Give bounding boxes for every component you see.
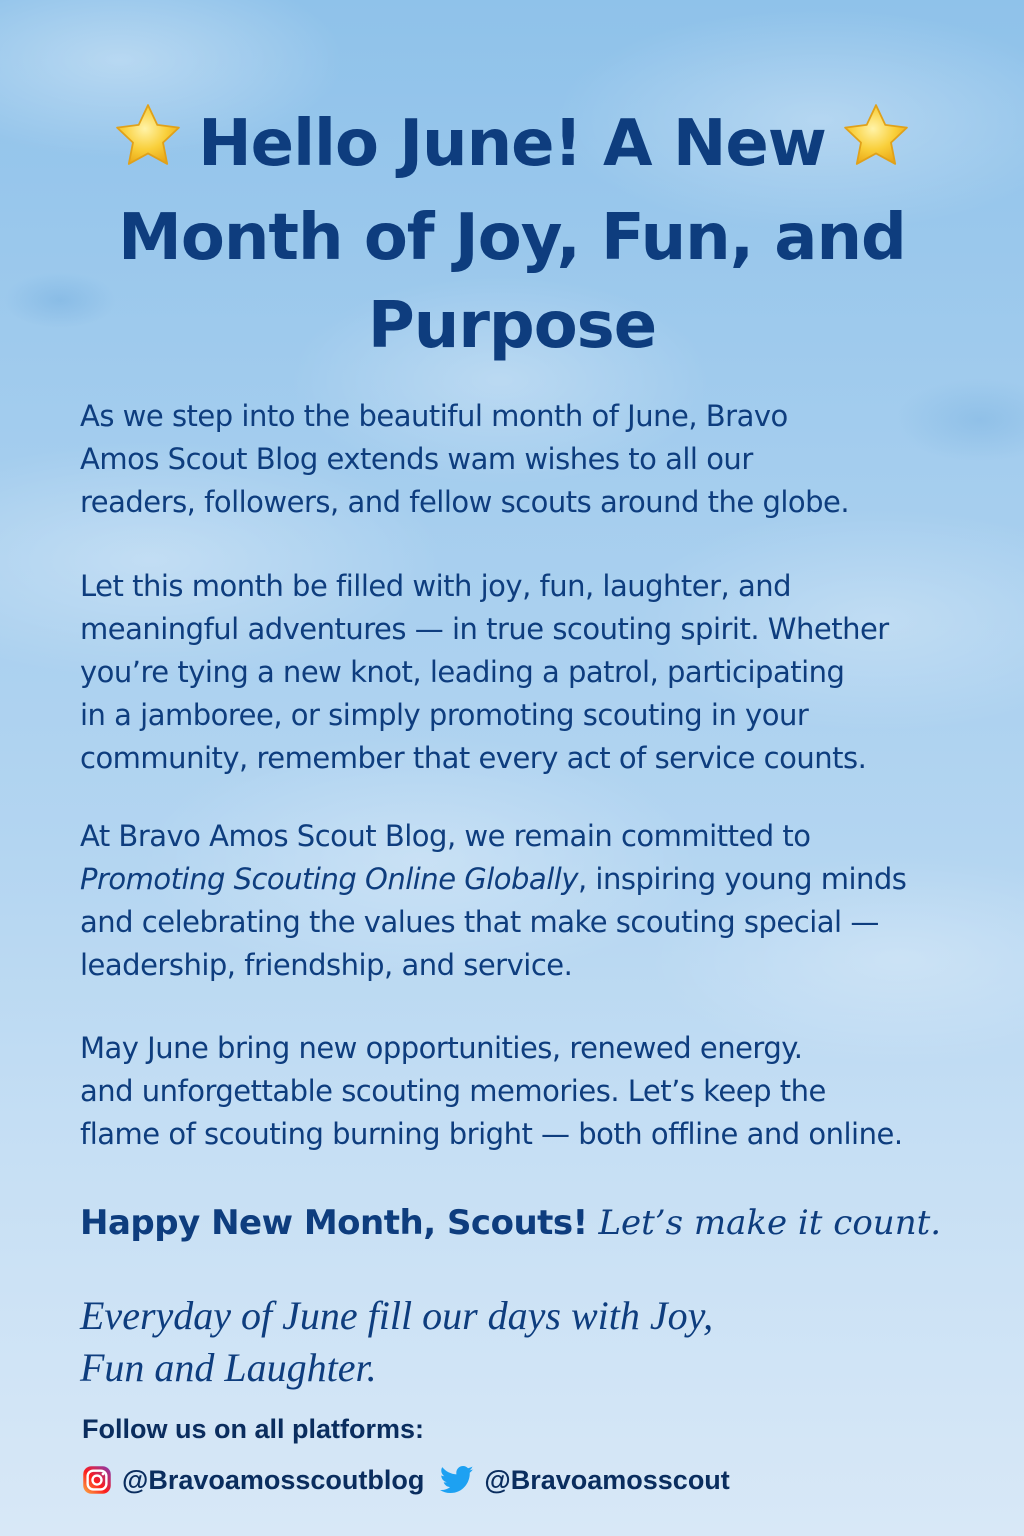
- paragraph-line: [80, 858, 1020, 901]
- paragraph-blessing: [80, 1027, 1020, 1156]
- paragraph-line: leadership, friendship, and service.: [80, 948, 573, 982]
- wish-line-2: Fun and Laughter.: [80, 1345, 377, 1390]
- paragraph-commitment: [80, 815, 1020, 987]
- paragraph-line: and unforgettable scouting memories. Let’s keep the: [80, 1074, 826, 1108]
- paragraph-line: At Bravo Amos Scout Blog, we remain committed to: [80, 819, 811, 853]
- star-icon: [840, 101, 912, 194]
- paragraph-line: As we step into the beautiful month of June, Bravo: [80, 399, 788, 433]
- title-line-2: Month of Joy, Fun, and: [118, 201, 906, 275]
- title-text-1: Hello June! A New: [198, 107, 826, 181]
- paragraph-line: community, remember that every act of service counts.: [80, 741, 867, 775]
- title-line-1: [0, 100, 1024, 194]
- paragraph-line: May June bring new opportunities, renewed energy.: [80, 1031, 803, 1065]
- paragraph-line: and celebrating the values that make scouting special —: [80, 905, 879, 939]
- paragraph-line: flame of scouting burning bright — both offline and online.: [80, 1117, 903, 1151]
- closing-tagline: Let’s make it count.: [598, 1203, 942, 1243]
- paragraph-line: readers, followers, and fellow scouts around the globe.: [80, 485, 850, 519]
- paragraph-line: Let this month be filled with joy, fun, laughter, and: [80, 569, 792, 603]
- social-links: [82, 1462, 730, 1498]
- star-icon: [112, 101, 184, 194]
- paragraph-line: in a jamboree, or simply promoting scouting in your: [80, 698, 809, 732]
- page-title: [0, 100, 1024, 370]
- twitter-icon[interactable]: [424, 1465, 474, 1495]
- closing-line: [80, 1198, 1020, 1248]
- paragraph-line: meaningful adventures — in true scouting spirit. Whether: [80, 612, 889, 646]
- closing-greeting: Happy New Month, Scouts!: [80, 1203, 588, 1243]
- wish-line-1: Everyday of June fill our days with Joy,: [80, 1293, 714, 1338]
- title-line-3: Purpose: [367, 289, 657, 363]
- paragraph-line: you’re tying a new knot, leading a patrol, participating: [80, 655, 845, 689]
- paragraph-line: Amos Scout Blog extends wam wishes to all our: [80, 442, 753, 476]
- instagram-icon[interactable]: [82, 1465, 112, 1495]
- paragraph-line-rest: , inspiring young minds: [577, 862, 907, 896]
- paragraph-greeting: [80, 395, 1020, 524]
- wish-text: [80, 1290, 980, 1394]
- motto-text: Promoting Scouting Online Globally: [80, 862, 578, 896]
- paragraph-wishes: [80, 565, 1020, 780]
- follow-label: Follow us on all platforms:: [82, 1414, 425, 1444]
- instagram-handle[interactable]: @Bravoamosscoutblog: [122, 1464, 425, 1495]
- twitter-handle[interactable]: @Bravoamosscout: [484, 1464, 730, 1495]
